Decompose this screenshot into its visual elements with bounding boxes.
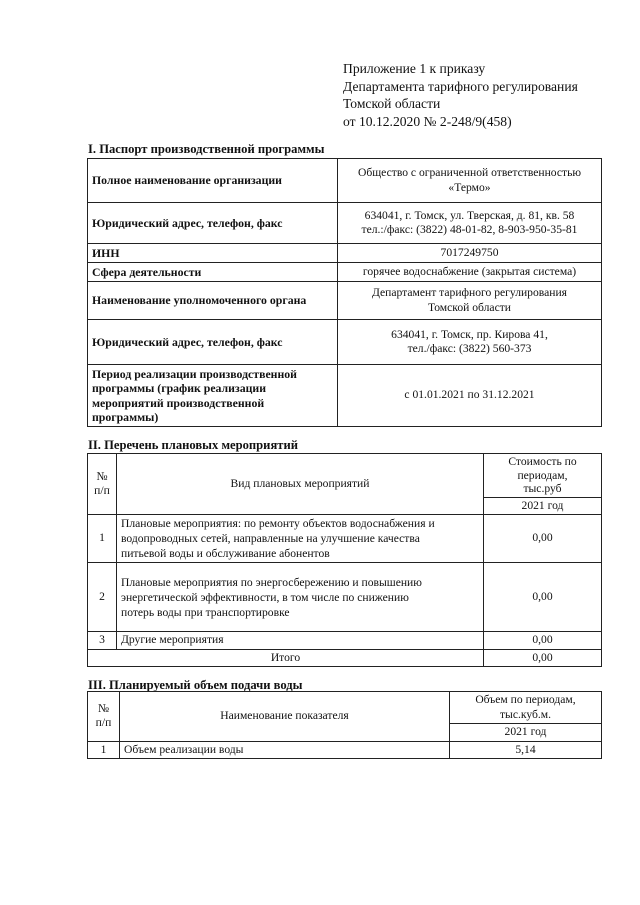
text-line: энергетической эффективности, в том числе по снижению (121, 590, 409, 604)
header-line: тыс.руб (523, 482, 562, 495)
volume-table (87, 691, 602, 759)
value-line: 634041, г. Томск, пр. Кирова 41, (391, 327, 548, 341)
header-line: п/п (94, 484, 110, 497)
table-row (88, 244, 602, 263)
value-cell: 7017249750 (338, 244, 602, 263)
appendix-header (343, 60, 633, 130)
table-row (88, 365, 602, 427)
value-line: тел.:/факс: (3822) 48-01-82, 8-903-950-35-81 (361, 223, 578, 236)
table-row (88, 741, 602, 759)
header-line: п/п (95, 716, 112, 730)
total-label: Итого (88, 649, 484, 667)
value-line: Департамент тарифного регулирования (371, 286, 567, 299)
label-cell: Сфера деятельности (88, 263, 338, 282)
text-line: водопроводных сетей, направленные на улучшение качества (121, 532, 420, 545)
value-line: 634041, г. Томск, ул. Тверская, д. 81, кв. 58 (364, 208, 575, 222)
text-cell (117, 515, 484, 563)
num-cell: 2 (88, 563, 117, 632)
text-cell: Объем реализации воды (120, 741, 450, 759)
section-3-title: III. Планируемый объем подачи воды (88, 678, 303, 692)
value-cell (338, 159, 602, 203)
table-row (88, 515, 602, 563)
label-cell (88, 365, 338, 427)
text-line: питьевой воды и обслуживание абонентов (121, 547, 330, 560)
num-cell: 1 (88, 741, 120, 759)
label-line: программы (график реализации (92, 381, 266, 396)
value-cell: 0,00 (484, 515, 602, 563)
table-header-row (88, 454, 602, 498)
year-header: 2021 год (450, 724, 602, 742)
name-header: Вид плановых мероприятий (117, 454, 484, 515)
value-cell: 5,14 (450, 741, 602, 759)
table-row (88, 320, 602, 365)
value-line: тел./факс: (3822) 560-373 (407, 342, 532, 355)
label-cell: Наименование уполномоченного органа (88, 282, 338, 320)
table-row (88, 159, 602, 203)
table-row (88, 263, 602, 282)
text-line: Плановые мероприятия по энергосбережению и повышению (121, 575, 422, 589)
text-line: потерь воды при транспортировке (121, 605, 290, 619)
label-line: мероприятий производственной (92, 395, 265, 410)
text-cell (117, 563, 484, 632)
value-cell: с 01.01.2021 по 31.12.2021 (338, 365, 602, 427)
value-cell: горячее водоснабжение (закрытая система) (338, 263, 602, 282)
appendix-line-2: Департамента тарифного регулирования (343, 78, 578, 94)
measures-table (87, 453, 602, 667)
header-line: № (97, 701, 110, 715)
value-line: Общество с ограниченной ответственностью (357, 166, 582, 179)
appendix-line-4: от 10.12.2020 № 2-248/9(458) (343, 113, 512, 129)
label-cell: Полное наименование организации (88, 159, 338, 203)
value-cell (338, 282, 602, 320)
appendix-line-1: Приложение 1 к приказу (343, 61, 486, 76)
value-cell (338, 320, 602, 365)
header-line: тыс.куб.м. (499, 707, 552, 721)
table-row (88, 282, 602, 320)
num-cell: 3 (88, 632, 117, 650)
value-line: «Термо» (448, 180, 491, 194)
num-header (88, 692, 120, 742)
section-1-title: I. Паспорт производственной программы (88, 142, 325, 156)
num-cell: 1 (88, 515, 117, 563)
value-cell: 0,00 (484, 563, 602, 632)
header-line: Стоимость по (508, 455, 577, 468)
year-header: 2021 год (484, 497, 602, 515)
header-line: Объем по периодам, (475, 693, 576, 706)
volume-header (450, 692, 602, 724)
value-cell: 0,00 (484, 632, 602, 650)
header-line: № (96, 469, 108, 483)
table-header-row (88, 692, 602, 724)
value-line: Томской области (428, 300, 511, 314)
total-value: 0,00 (484, 649, 602, 667)
label-cell: Юридический адрес, телефон, факс (88, 203, 338, 244)
table-row (88, 203, 602, 244)
name-header: Наименование показателя (120, 692, 450, 742)
text-cell: Другие мероприятия (117, 632, 484, 650)
table-row (88, 632, 602, 650)
value-cell (338, 203, 602, 244)
section-2-title: II. Перечень плановых мероприятий (88, 438, 298, 452)
passport-table (87, 158, 602, 427)
label-cell: ИНН (88, 244, 338, 263)
label-cell: Юридический адрес, телефон, факс (88, 320, 338, 365)
label-line: Период реализации производственной (92, 366, 297, 381)
appendix-line-3: Томской области (343, 96, 441, 111)
text-line: Плановые мероприятия: по ремонту объектов водоснабжения и (121, 517, 435, 530)
table-row (88, 563, 602, 632)
total-row (88, 649, 602, 667)
num-header (88, 454, 117, 515)
cost-header (484, 454, 602, 498)
header-line: периодам, (517, 468, 568, 482)
label-line: программы) (92, 409, 159, 424)
